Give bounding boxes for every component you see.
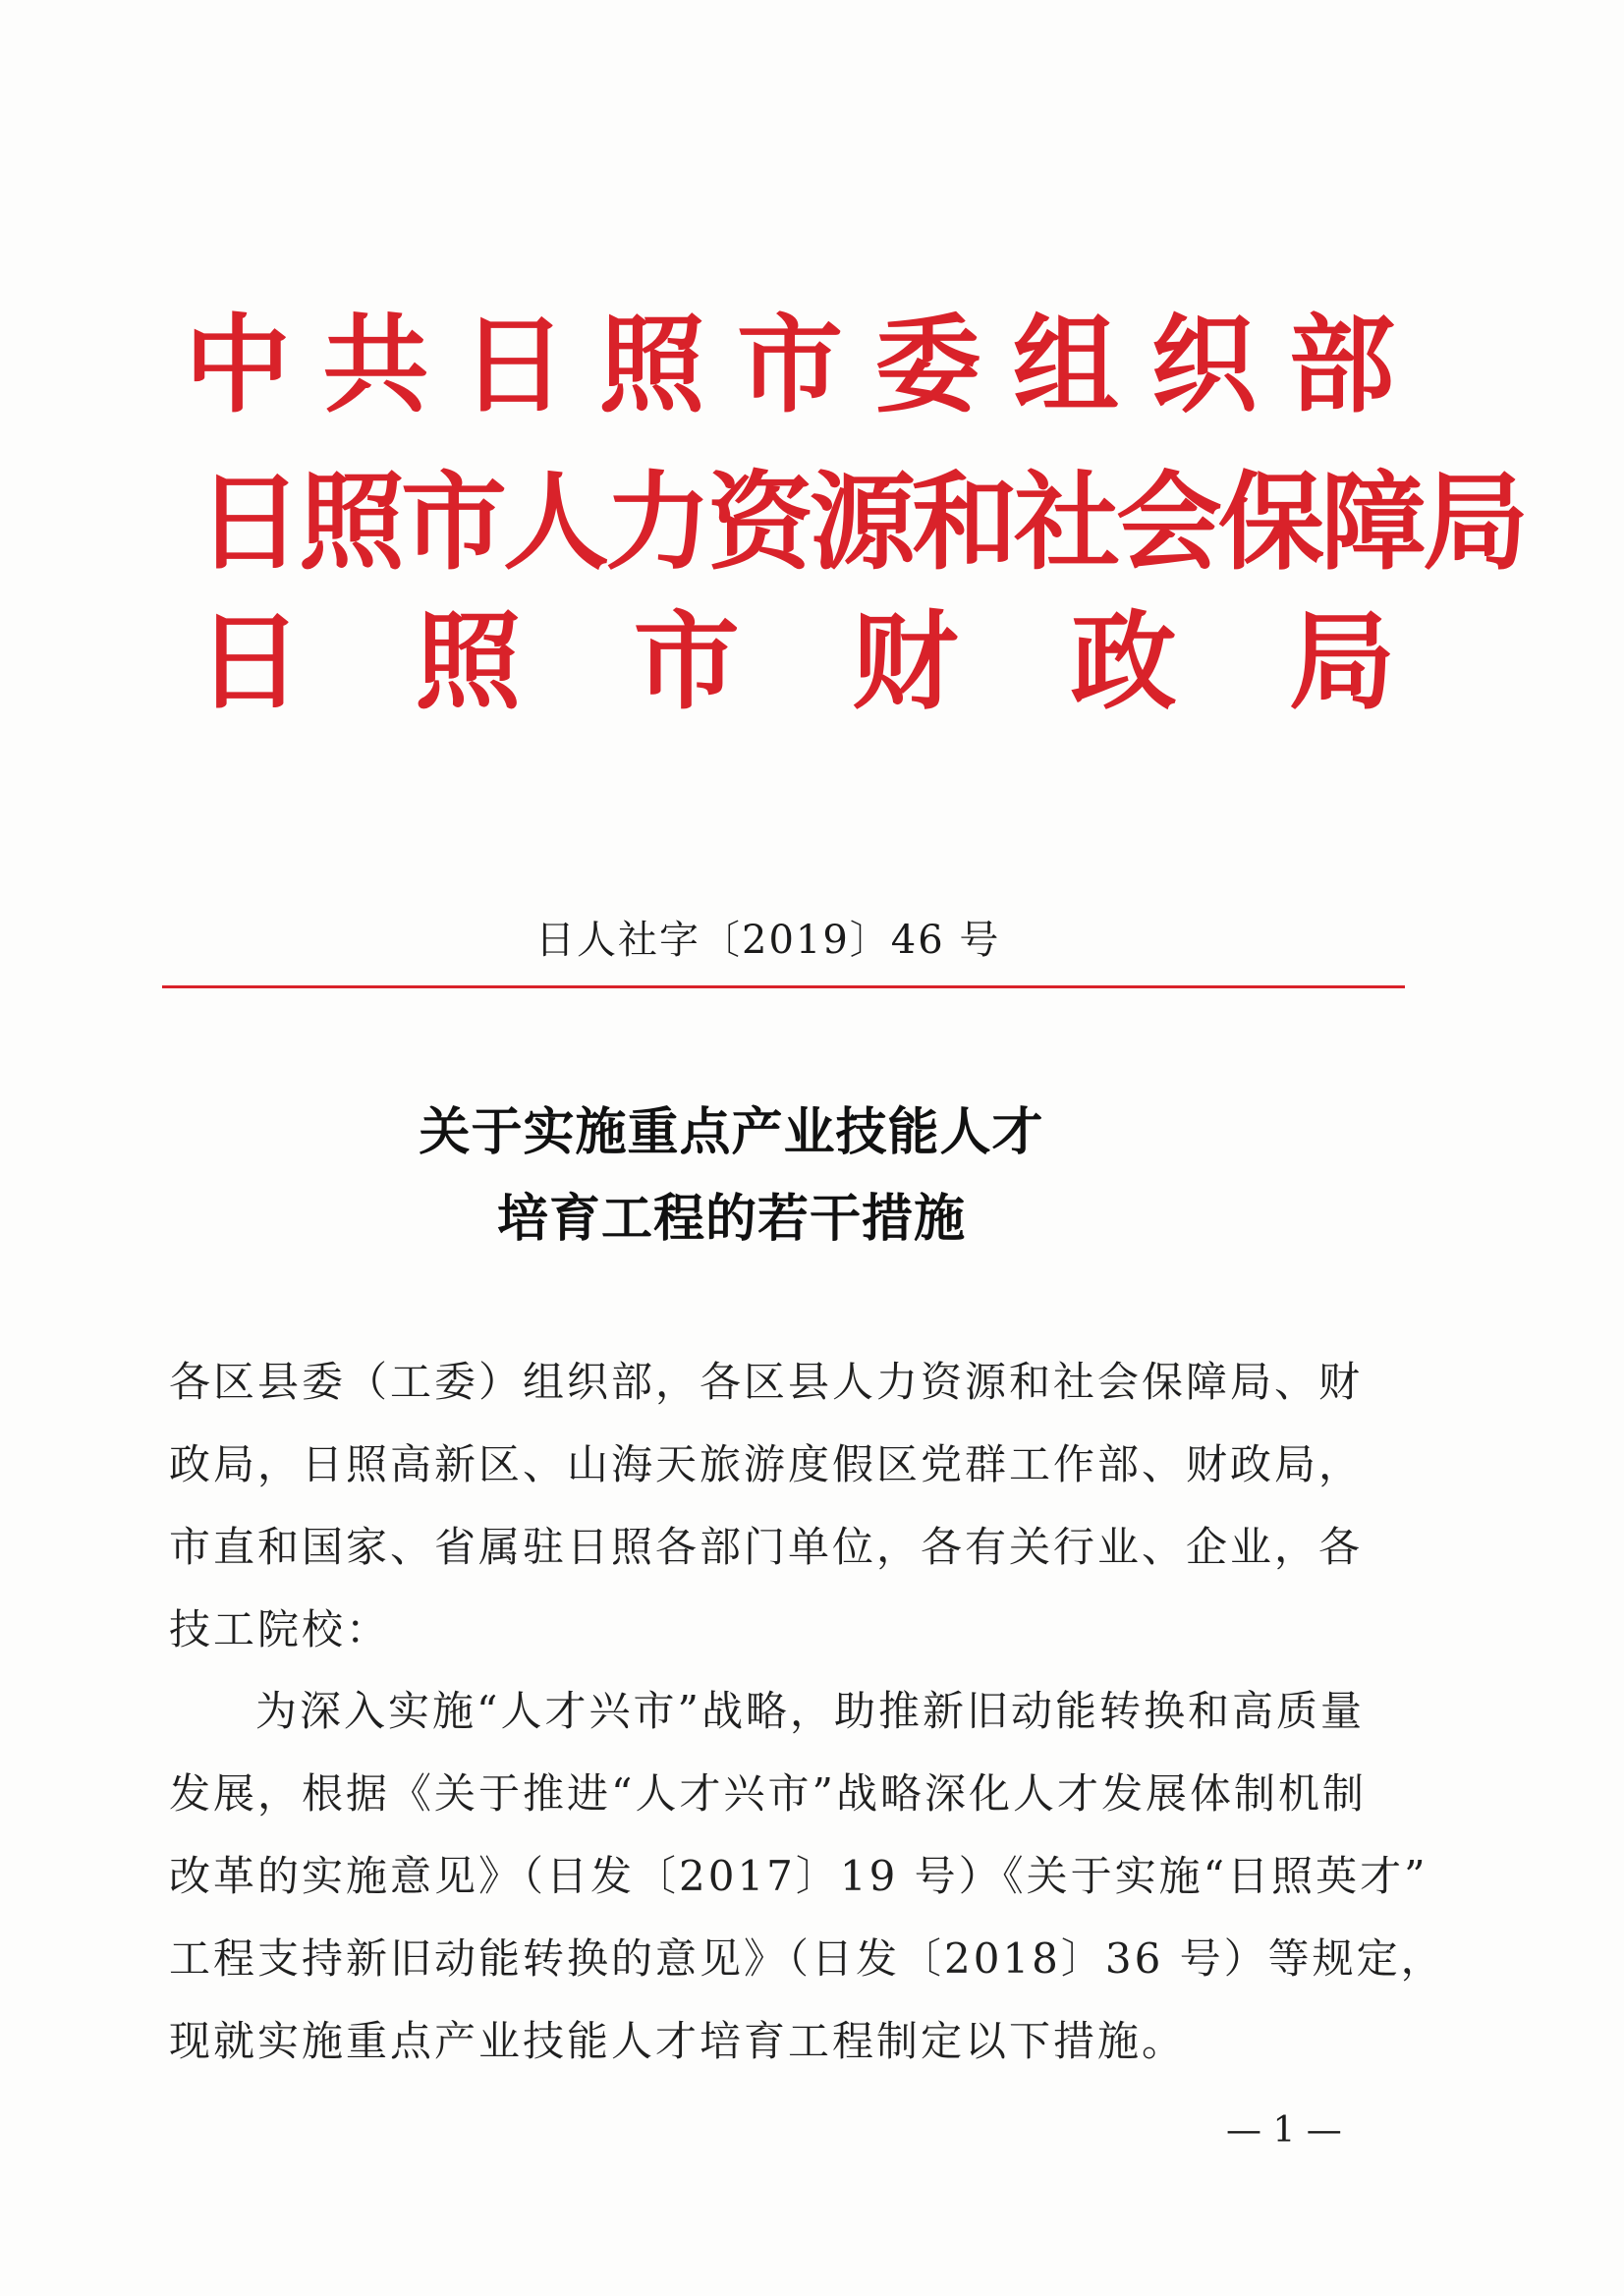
paragraph-line: 现就实施重点产业技能人才培育工程制定以下措施。 xyxy=(169,2017,1187,2065)
letterhead-char: 财 xyxy=(852,600,959,724)
letterhead-line-3 xyxy=(196,600,1395,724)
recipients-line: 市直和国家、省属驻日照各部门单位，各有关行业、企业，各 xyxy=(169,1523,1364,1571)
recipients-block xyxy=(169,1341,1372,1671)
recipients-line: 技工院校： xyxy=(169,1605,391,1653)
paragraph-line: 改革的实施意见》（日发〔2017〕19 号）《关于实施“日照英才” xyxy=(169,1852,1428,1900)
letterhead-char: 照 xyxy=(415,600,522,724)
paragraph-line: 为深入实施“人才兴市”战略，助推新旧动能转换和高质量 xyxy=(255,1687,1365,1735)
letterhead-char: 日 xyxy=(196,600,304,724)
red-divider-rule xyxy=(162,985,1405,988)
letterhead-line-1 xyxy=(185,304,1395,427)
intro-paragraph xyxy=(169,1670,1445,2083)
letterhead-char: 组 xyxy=(1012,304,1119,427)
letterhead-char: 中 xyxy=(185,304,292,427)
letterhead-char: 委 xyxy=(874,304,981,427)
letterhead-char: 政 xyxy=(1070,600,1177,724)
letterhead-char: 市 xyxy=(736,304,843,427)
letterhead-char: 共 xyxy=(322,304,429,427)
letterhead-char: 局 xyxy=(1288,600,1395,724)
paragraph-line: 工程支持新旧动能转换的意见》（日发〔2018〕36 号）等规定， xyxy=(169,1934,1445,1983)
letterhead-char: 织 xyxy=(1150,304,1258,427)
paragraph-line: 发展，根据《关于推进“人才兴市”战略深化人才发展体制机制 xyxy=(169,1769,1367,1818)
document-title-line-2: 培育工程的若干措施 xyxy=(496,1189,966,1249)
document-number: 日人社字〔2019〕46 号 xyxy=(535,918,1001,963)
recipients-line: 各区县委（工委）组织部，各区县人力资源和社会保障局、财 xyxy=(169,1358,1364,1406)
recipients-line: 政局，日照高新区、山海天旅游度假区党群工作部、财政局， xyxy=(169,1440,1364,1488)
letterhead-line-2: 日照市人力资源和社会保障局 xyxy=(196,461,1526,585)
letterhead-char: 部 xyxy=(1288,304,1395,427)
page-number: — 1 — xyxy=(1226,2110,1342,2151)
letterhead-char: 市 xyxy=(633,600,740,724)
document-title-line-1: 关于实施重点产业技能人才 xyxy=(419,1102,1044,1162)
letterhead-char: 日 xyxy=(460,304,567,427)
letterhead-char: 照 xyxy=(598,304,705,427)
